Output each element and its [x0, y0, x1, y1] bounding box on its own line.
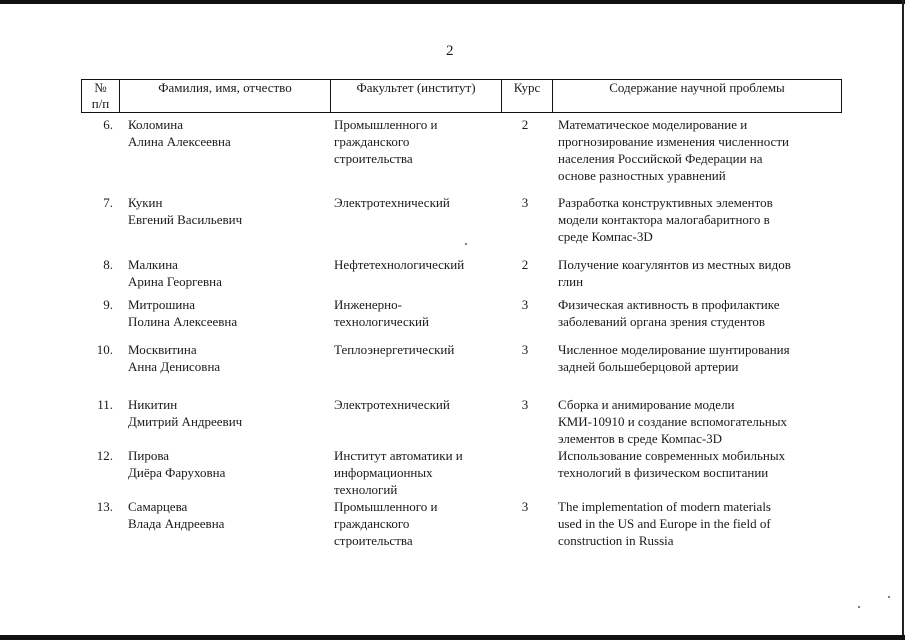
header-num-cell [82, 80, 119, 112]
research-topic-line: населения Российской Федерации на [558, 151, 763, 166]
research-topic-line: Использование современных мобильных [558, 448, 786, 463]
student-name [128, 194, 323, 228]
header-num-abbr: п/п [91, 96, 110, 111]
student-name [128, 116, 323, 150]
faculty-name-line: информационных [334, 465, 433, 480]
faculty-name [334, 396, 504, 413]
student-name-line: Полина Алексеевна [128, 314, 238, 329]
faculty-name [334, 447, 504, 498]
course-year: 3 [521, 499, 529, 514]
research-topic [558, 116, 837, 184]
research-topic [558, 447, 837, 481]
scan-speck [858, 606, 860, 608]
faculty-name-line: Инженерно- [334, 297, 402, 312]
course-year: 2 [521, 117, 529, 132]
table-header [81, 79, 842, 113]
row-number: 8. [103, 257, 113, 272]
faculty-name-line: Электротехнический [334, 397, 450, 412]
research-topic-line: Математическое моделирование и [558, 117, 748, 132]
student-name-line: Малкина [128, 257, 178, 272]
student-name-line: Диёра Фаруховна [128, 465, 226, 480]
research-topic-line: used in the US and Europe in the field of [558, 516, 771, 531]
research-topic-line: среде Компас-3D [558, 229, 653, 244]
research-topic-line: Сборка и анимирование модели [558, 397, 735, 412]
header-faculty: Факультет (институт) [356, 80, 476, 95]
research-topic-line: The implementation of modern materials [558, 499, 771, 514]
research-topic [558, 498, 837, 549]
row-number: 13. [96, 499, 113, 514]
row-number: 7. [103, 195, 113, 210]
research-topic-line: КМИ-10910 и создание вспомогательных [558, 414, 787, 429]
faculty-name [334, 341, 504, 358]
research-topic-line: Численное моделирование шунтирования [558, 342, 790, 357]
faculty-name-line: Промышленного и [334, 499, 438, 514]
faculty-name-line: Промышленного и [334, 117, 438, 132]
header-topic: Содержание научной проблемы [609, 80, 785, 95]
scan-top-border [0, 0, 905, 4]
course-year: 3 [521, 195, 529, 210]
student-name [128, 396, 323, 430]
student-name-line: Самарцева [128, 499, 188, 514]
research-topic-line: Разработка конструктивных элементов [558, 195, 773, 210]
student-name-line: Москвитина [128, 342, 197, 357]
research-topic-line: задней большеберцовой артерии [558, 359, 739, 374]
research-topic [558, 194, 837, 245]
student-name-line: Влада Андреевна [128, 516, 225, 531]
faculty-name-line: строительства [334, 533, 413, 548]
faculty-name [334, 256, 504, 273]
student-name-line: Дмитрий Андреевич [128, 414, 243, 429]
student-name-line: Коломина [128, 117, 184, 132]
student-name [128, 296, 323, 330]
student-name-line: Арина Георгевна [128, 274, 222, 289]
research-topic-line: прогнозирование изменения численности [558, 134, 789, 149]
student-name-line: Евгений Васильевич [128, 212, 243, 227]
faculty-name-line: Институт автоматики и [334, 448, 463, 463]
student-name-line: Анна Денисовна [128, 359, 221, 374]
student-name-line: Митрошина [128, 297, 196, 312]
row-number: 12. [96, 448, 113, 463]
faculty-name [334, 116, 504, 167]
faculty-name-line: Нефтетехнологический [334, 257, 465, 272]
student-name-line: Никитин [128, 397, 178, 412]
student-name-line: Кукин [128, 195, 163, 210]
row-number: 11. [97, 397, 113, 412]
faculty-name [334, 194, 504, 211]
student-name-line: Алина Алексеевна [128, 134, 231, 149]
course-year: 3 [521, 297, 529, 312]
header-name: Фамилия, имя, отчество [158, 80, 292, 95]
scan-right-border [902, 0, 904, 640]
student-name-line: Пирова [128, 448, 170, 463]
course-year: 3 [521, 342, 529, 357]
research-topic-line: заболеваний органа зрения студентов [558, 314, 766, 329]
faculty-name-line: технологий [334, 482, 398, 497]
faculty-name-line: гражданского [334, 516, 410, 531]
faculty-name-line: Электротехнический [334, 195, 450, 210]
research-topic-line: технологий в физическом воспитании [558, 465, 769, 480]
page-number: 2 [446, 43, 454, 59]
student-name [128, 447, 323, 481]
research-topic-line: construction in Russia [558, 533, 674, 548]
faculty-name-line: строительства [334, 151, 413, 166]
faculty-name-line: Теплоэнергетический [334, 342, 455, 357]
research-topic [558, 396, 837, 447]
course-year: 2 [521, 257, 529, 272]
row-number: 10. [96, 342, 113, 357]
scan-speck [465, 243, 467, 245]
faculty-name-line: гражданского [334, 134, 410, 149]
faculty-name [334, 296, 504, 330]
research-topic [558, 341, 837, 375]
header-num-symbol: № [94, 80, 107, 95]
research-topic-line: элементов в среде Компас-3D [558, 431, 723, 446]
student-name [128, 341, 323, 375]
faculty-name-line: технологический [334, 314, 429, 329]
row-number: 6. [103, 117, 113, 132]
student-name [128, 498, 323, 532]
scan-bottom-border [0, 635, 905, 640]
research-topic-line: глин [558, 274, 584, 289]
header-course: Курс [513, 80, 541, 95]
research-topic-line: Получение коагулянтов из местных видов [558, 257, 791, 272]
research-topic-line: модели контактора малогабаритного в [558, 212, 770, 227]
student-name [128, 256, 323, 290]
research-topic-line: Физическая активность в профилактике [558, 297, 780, 312]
scan-speck [888, 596, 890, 598]
faculty-name [334, 498, 504, 549]
row-number: 9. [103, 297, 113, 312]
research-topic-line: основе разностных уравнений [558, 168, 726, 183]
research-topic [558, 296, 837, 330]
course-year: 3 [521, 397, 529, 412]
research-topic [558, 256, 837, 290]
